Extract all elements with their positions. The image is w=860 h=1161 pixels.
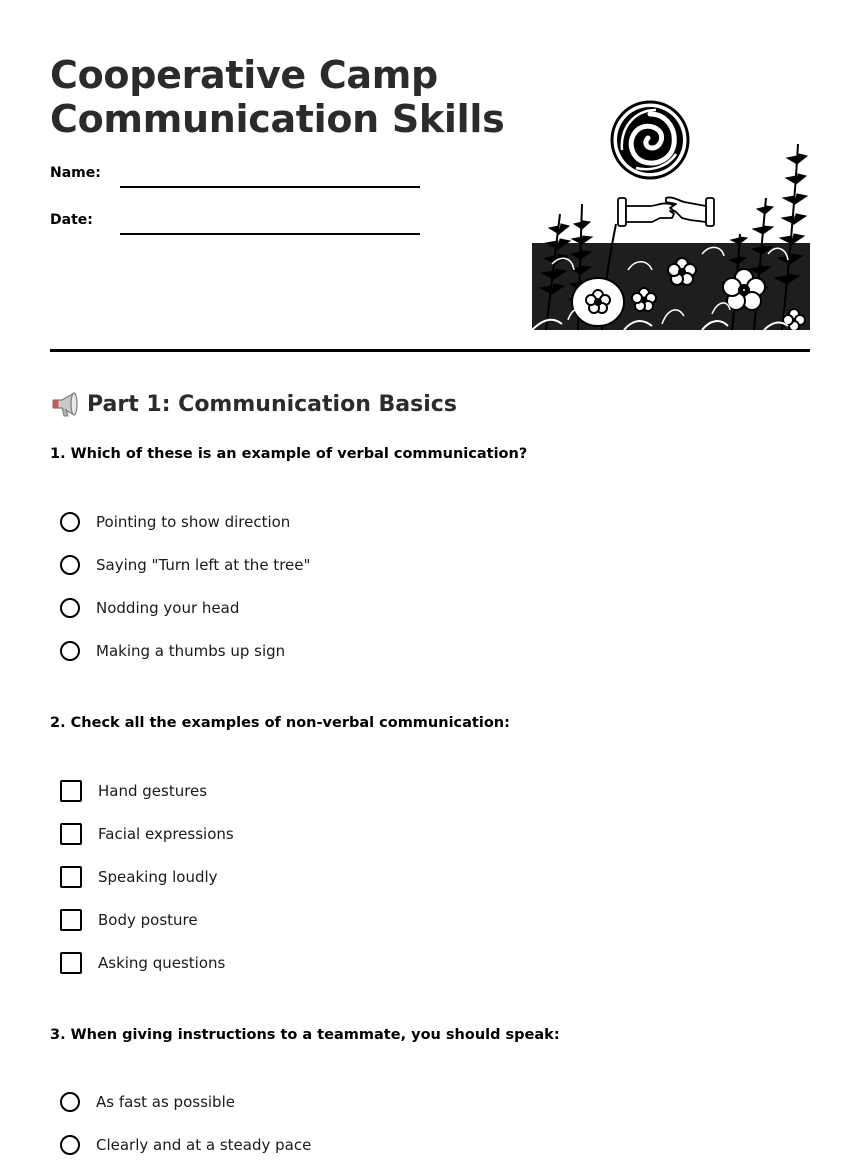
q2-option-5[interactable] (60, 950, 225, 976)
option-label: Facial expressions (98, 825, 234, 843)
checkbox[interactable] (60, 780, 82, 802)
q2-option-3[interactable] (60, 864, 218, 890)
checkbox[interactable] (60, 909, 82, 931)
question-3: 3. When giving instructions to a teammate, you should speak: (50, 1027, 560, 1043)
radio-button[interactable] (60, 512, 80, 532)
radio-button[interactable] (60, 598, 80, 618)
q1-option-3[interactable] (60, 595, 239, 621)
nature-hands-illustration (532, 94, 810, 330)
option-label: Speaking loudly (98, 868, 218, 886)
date-label: Date: (50, 212, 93, 228)
q3-option-1[interactable] (60, 1089, 235, 1115)
header-divider (50, 349, 810, 352)
radio-button[interactable] (60, 1092, 80, 1112)
option-label: Saying "Turn left at the tree" (96, 556, 311, 574)
radio-button[interactable] (60, 1135, 80, 1155)
q2-option-2[interactable] (60, 821, 234, 847)
spiral-sun-icon (612, 102, 688, 178)
option-label: Asking questions (98, 954, 226, 972)
radio-button[interactable] (60, 641, 80, 661)
q1-option-1[interactable] (60, 509, 290, 535)
q1-option-2[interactable] (60, 552, 310, 578)
date-field[interactable] (120, 233, 420, 235)
title-line-2: Communication Skills (50, 97, 505, 141)
q2-option-1[interactable] (60, 778, 207, 804)
worksheet-title (50, 53, 520, 141)
option-label: Body posture (98, 911, 198, 929)
q2-option-4[interactable] (60, 907, 198, 933)
question-2: 2. Check all the examples of non-verbal communication: (50, 715, 510, 731)
option-label: As fast as possible (96, 1093, 235, 1111)
q1-option-4[interactable] (60, 638, 285, 664)
checkbox[interactable] (60, 866, 82, 888)
radio-button[interactable] (60, 555, 80, 575)
hands-icon (618, 197, 714, 226)
name-field[interactable] (120, 186, 420, 188)
section-heading-text: Part 1: Communication Basics (87, 391, 457, 417)
section-heading-part-1 (50, 388, 457, 420)
megaphone-icon (50, 389, 80, 419)
q3-option-2[interactable] (60, 1132, 311, 1158)
flower-bed-icon (532, 244, 810, 330)
name-label: Name: (50, 165, 101, 181)
option-label: Pointing to show direction (96, 513, 291, 531)
checkbox[interactable] (60, 823, 82, 845)
option-label: Hand gestures (98, 782, 208, 800)
option-label: Clearly and at a steady pace (96, 1136, 312, 1154)
question-1: 1. Which of these is an example of verbal communication? (50, 446, 528, 462)
checkbox[interactable] (60, 952, 82, 974)
title-line-1: Cooperative Camp (50, 53, 438, 97)
option-label: Nodding your head (96, 599, 240, 617)
option-label: Making a thumbs up sign (96, 642, 286, 660)
